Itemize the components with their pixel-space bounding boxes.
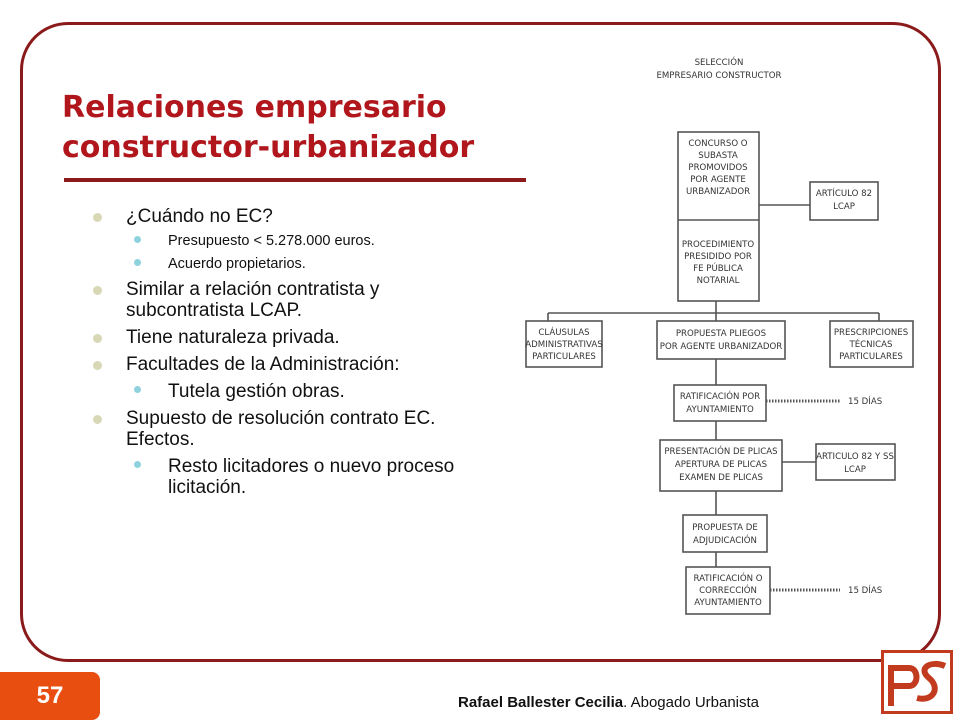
flow-diagram	[500, 55, 920, 620]
sub-bullet-item: Presupuesto < 5.278.000 euros.	[90, 233, 460, 250]
title-line-2: constructor-urbanizador	[62, 130, 475, 165]
box-propuesta-pliegos	[657, 321, 785, 359]
box-text: TÉCNICAS	[849, 340, 893, 350]
box-text: PARTICULARES	[532, 352, 596, 362]
box-text: AYUNTAMIENTO	[694, 598, 762, 608]
box-text: CONCURSO O	[688, 139, 748, 149]
box-text: PROCEDIMIENTO	[681, 240, 755, 250]
box-text: EXAMEN DE PLICAS	[679, 473, 763, 483]
box-text: SUBASTA	[698, 151, 738, 161]
box-text: URBANIZADOR	[685, 187, 751, 197]
sub-bullet-item: Resto licitadores o nuevo proceso licitación.	[90, 456, 460, 498]
bullet-item: Supuesto de resolución contrato EC. Efectos.	[90, 408, 460, 450]
footer-role: . Abogado Urbanista	[623, 694, 760, 711]
box-propuesta-adjudicacion	[683, 515, 767, 552]
footer-author: Rafael Ballester Cecilia	[458, 694, 624, 711]
box-articulo-82	[810, 182, 878, 220]
sub-bullet-item: Acuerdo propietarios.	[90, 256, 460, 273]
bullet-item: Facultades de la Administración:	[90, 354, 460, 375]
box-text: PROPUESTA PLIEGOS	[675, 329, 767, 339]
box-text: RATIFICACIÓN POR	[679, 392, 761, 402]
box-text: RATIFICACIÓN O	[693, 574, 763, 584]
box-ratificacion	[674, 385, 766, 421]
box-text: ARTICULO 82 Y SS	[816, 452, 894, 462]
ps-logo-icon	[881, 650, 953, 714]
sub-bullet-item: Tutela gestión obras.	[90, 381, 460, 402]
title-line-1: Relaciones empresario	[62, 90, 447, 125]
box-text: PRESENTACIÓN DE PLICAS	[664, 447, 778, 457]
box-text: CLÁUSULAS	[538, 328, 590, 338]
page-number-badge: 57	[0, 672, 100, 720]
bullet-item: ¿Cuándo no EC?	[90, 206, 460, 227]
box-text: LCAP	[844, 465, 866, 475]
box-text: PROMOVIDOS	[688, 163, 748, 173]
box-text: POR AGENTE	[690, 175, 746, 185]
box-text: FE PÚBLICA	[693, 264, 743, 274]
box-text: ADMINISTRATIVAS	[525, 340, 603, 350]
ps-logo	[881, 650, 953, 714]
box-text: ADJUDICACIÓN	[693, 536, 757, 546]
box-text: POR AGENTE URBANIZADOR	[659, 342, 783, 352]
diagram-header-line-2: EMPRESARIO CONSTRUCTOR	[656, 71, 782, 81]
footer-credit	[458, 694, 759, 711]
days-label: 15 DÍAS	[848, 586, 883, 596]
days-label: 15 DÍAS	[848, 397, 883, 407]
bullet-item: Similar a relación contratista y subcontratista LCAP.	[90, 279, 460, 321]
box-text: PRESCRIPCIONES	[833, 328, 909, 338]
bullet-item: Tiene naturaleza privada.	[90, 327, 460, 348]
slide-title	[62, 88, 532, 168]
box-text: NOTARIAL	[696, 276, 740, 286]
box-text: PROPUESTA DE	[692, 523, 758, 533]
title-underline	[64, 178, 526, 182]
bullet-list	[90, 206, 460, 504]
box-text: ARTÍCULO 82	[815, 189, 873, 199]
box-text: PRESIDIDO POR	[684, 252, 752, 262]
box-text: APERTURA DE PLICAS	[674, 460, 768, 470]
box-text: AYUNTAMIENTO	[686, 405, 754, 415]
box-text: PARTICULARES	[839, 352, 903, 362]
diagram-header-line-1: SELECCIÓN	[694, 58, 744, 68]
box-text: LCAP	[833, 202, 855, 212]
box-text: CORRECCIÓN	[699, 586, 757, 596]
